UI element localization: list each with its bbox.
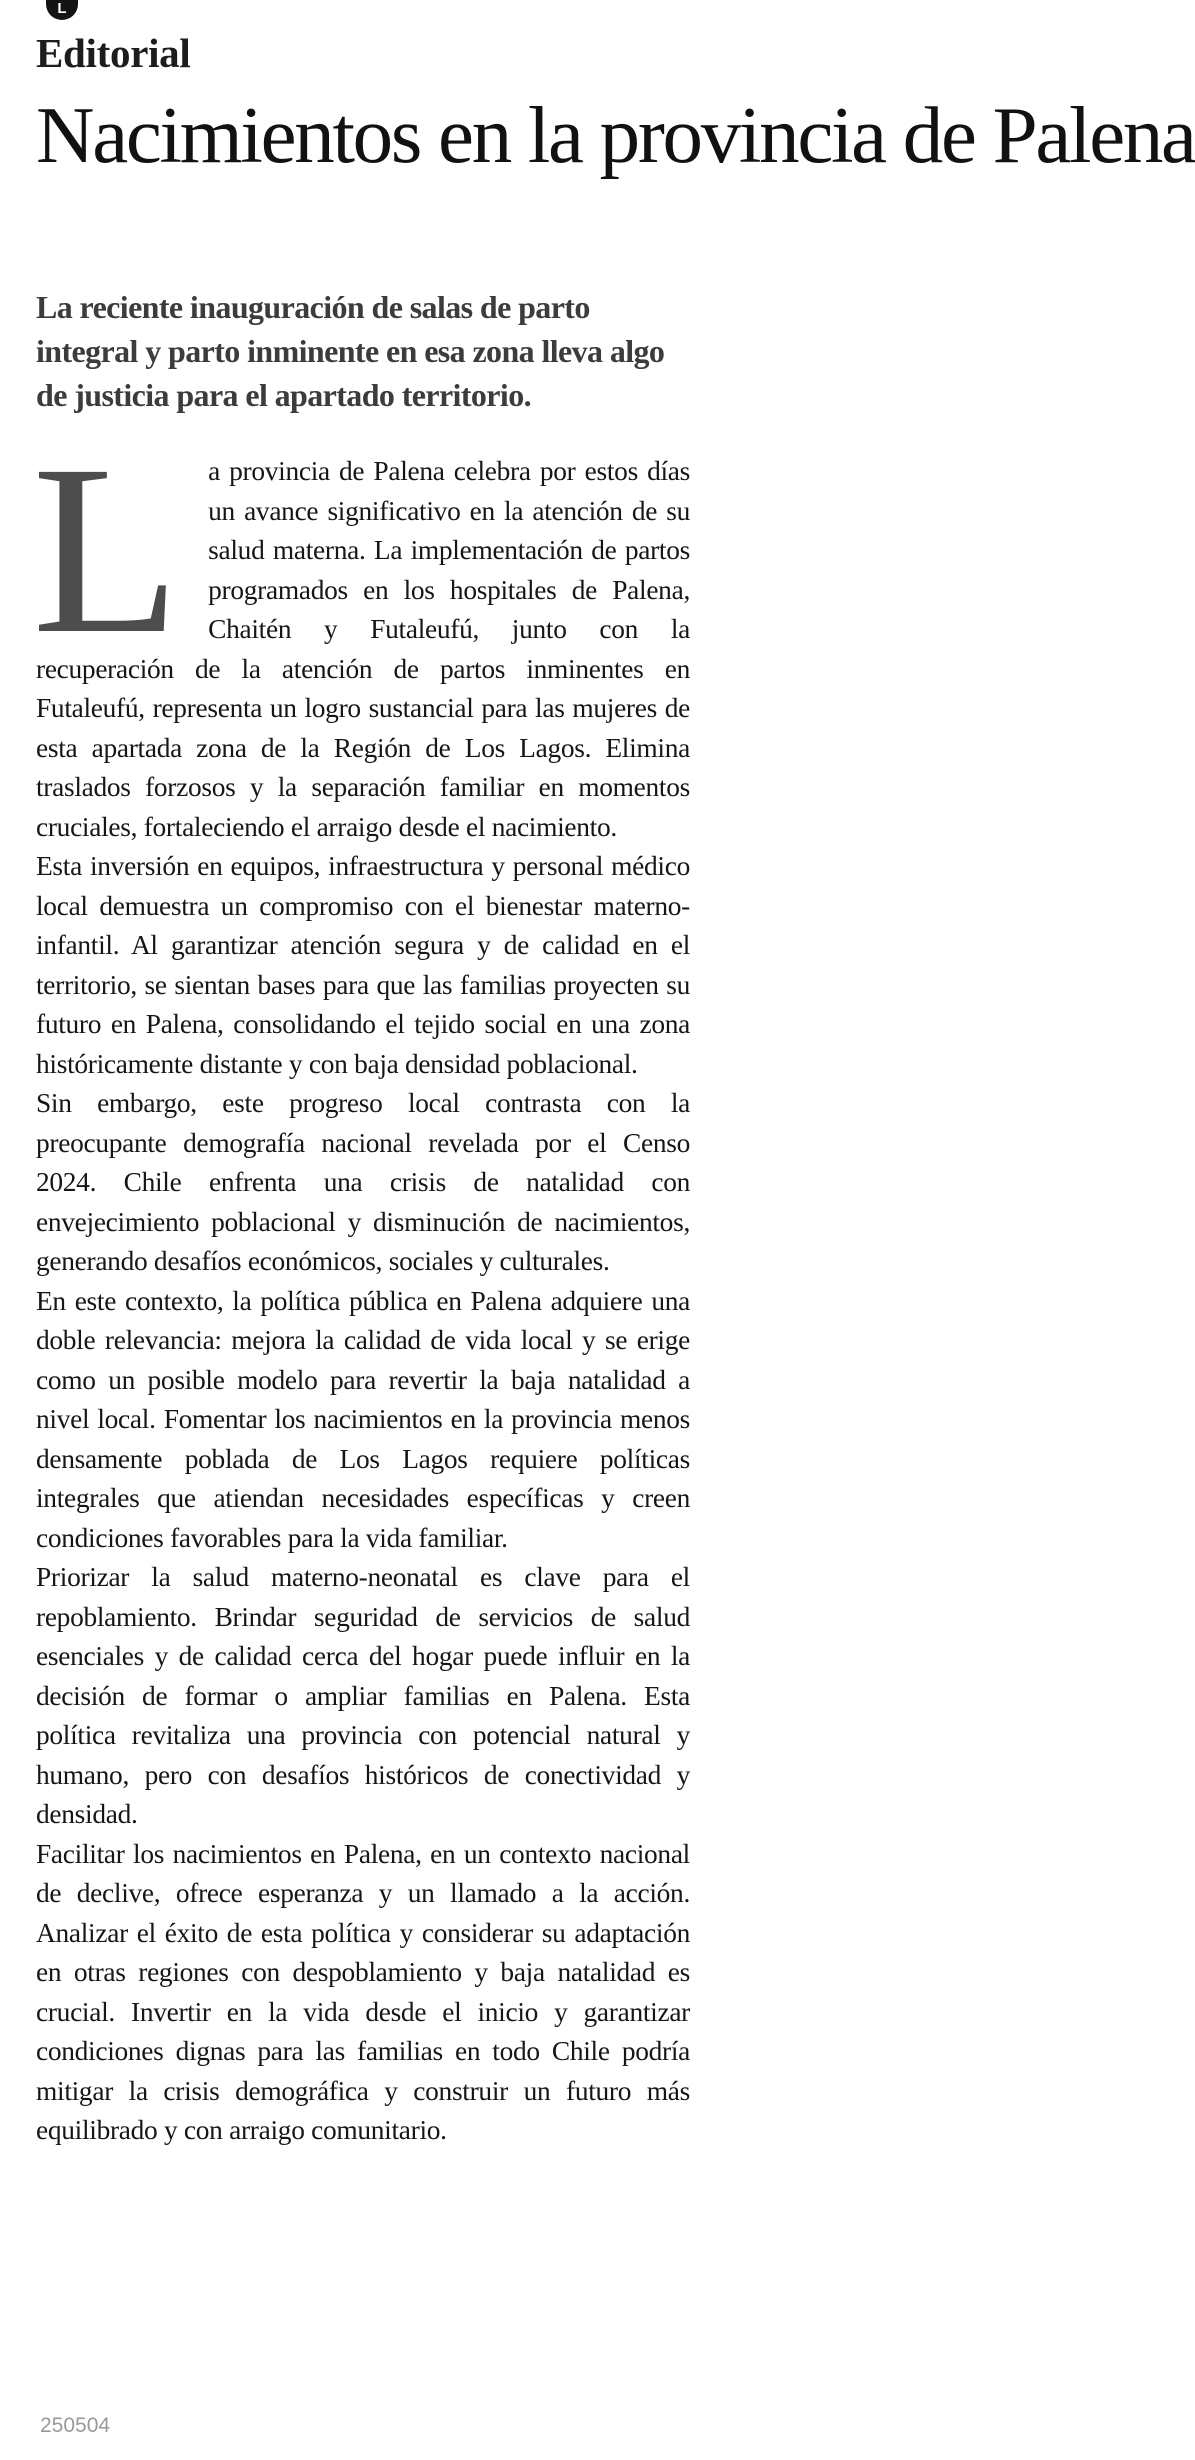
article-paragraph: Sin embargo, este progreso local contrasta con la preocupante demografía nacional revelada por el Censo 2024. Chile enfrenta una crisis de natalidad con envejecimiento poblacional y disminución de nacimientos, generando desafíos económicos, sociales y culturales.: [36, 1088, 690, 1276]
deck-subheading: La reciente inauguración de salas de parto integral y parto inminente en esa zona lleva algo de justicia para el apartado territorio.: [36, 289, 665, 413]
headline: Nacimientos en la provincia de Palena: [36, 90, 1195, 180]
publication-logo: L: [46, 0, 78, 20]
article-paragraph: Esta inversión en equipos, infraestructura y personal médico local demuestra un compromiso con el bienestar materno-infantil. Al garantizar atención segura y de calidad en el territorio, se sientan bases para que las familias proyecten su futuro en Palena, consolidando el tejido social en una zona históricamente distante y con baja densidad poblacional.: [36, 851, 690, 1079]
date-code: 250504: [40, 2414, 111, 2437]
article-body: [32, 414, 690, 2151]
article-paragraph: Priorizar la salud materno-neonatal es clave para el repoblamiento. Brindar seguridad de servicios de salud esenciales y de calidad cerca del hogar puede influir en la decisión de formar o ampliar familias en Palena. Esta política revitaliza una provincia con potencial natural y humano, pero con desafíos históricos de conectividad y densidad.: [36, 1562, 690, 1829]
section-label: Editorial: [36, 30, 191, 76]
article-paragraph: a provincia de Palena celebra por estos días un avance significativo en la atención de su salud materna. La implementación de partos programados en los hospitales de Palena, Chaitén y Futaleufú, junto con la recuperación de la atención de partos inminentes en Futaleufú, representa un logro sustancial para las mujeres de esta apartada zona de la Región de Los Lagos. Elimina traslados forzosos y la separación familiar en momentos cruciales, fortaleciendo el arraigo desde el nacimiento.: [36, 456, 690, 842]
drop-cap: L: [32, 414, 181, 684]
article-paragraph: En este contexto, la política pública en Palena adquiere una doble relevancia: mejora la calidad de vida local y se erige como un posible modelo para revertir la baja natalidad a nivel local. Fomentar los nacimientos en la provincia menos densamente poblada de Los Lagos requiere políticas integrales que atiendan necesidades específicas y creen condiciones favorables para la vida familiar.: [36, 1285, 690, 1553]
article-paragraph: Facilitar los nacimientos en Palena, en un contexto nacional de declive, ofrece esperanza y un llamado a la acción. Analizar el éxito de esta política y considerar su adaptación en otras regiones con despoblamiento y baja natalidad es crucial. Invertir en la vida desde el inicio y garantizar condiciones dignas para las familias en todo Chile podría mitigar la crisis demográfica y construir un futuro más equilibrado y con arraigo comunitario.: [36, 1838, 690, 2145]
